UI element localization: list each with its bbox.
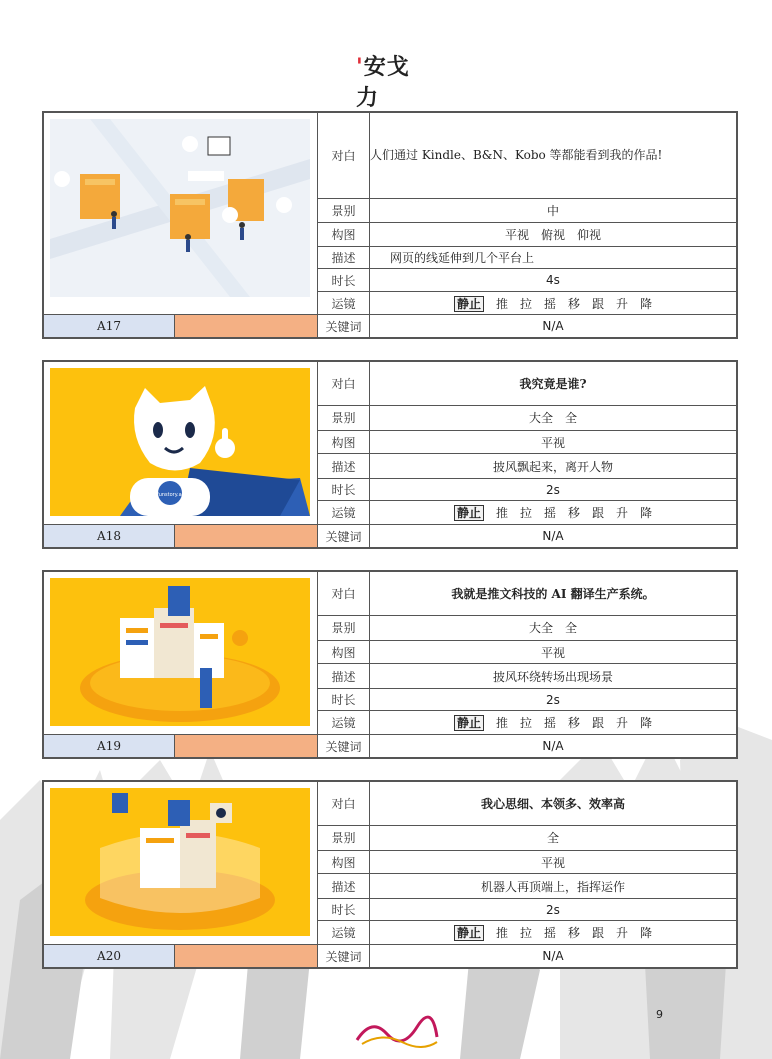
camera-move-static: 静止: [454, 925, 484, 941]
camera-move-pan: 摇: [543, 506, 556, 521]
storyboard-card-a20: [42, 780, 738, 969]
duration-value: 2s: [370, 479, 737, 501]
description-value: 披风环绕转场出现场景: [370, 664, 737, 689]
description-value: 网页的线延伸到几个平台上: [370, 246, 737, 269]
isometric-city-illustration: [50, 578, 310, 726]
duration-value: 4s: [370, 269, 737, 292]
dialogue-text: 我究竟是谁?: [370, 362, 737, 406]
page-number: 9: [656, 1008, 663, 1021]
camera-move-track: 移: [568, 506, 581, 521]
label-shot: 景别: [318, 405, 370, 430]
keywords-value: N/A: [370, 525, 737, 548]
label-composition: 构图: [318, 850, 370, 874]
camera-move-rise: 升: [616, 716, 629, 731]
label-shot: 景别: [318, 615, 370, 640]
camera-move-pull: 拉: [519, 926, 532, 941]
label-duration: 时长: [318, 689, 370, 711]
shot-id: A17: [44, 315, 175, 338]
composition-value: 平视: [370, 430, 737, 454]
label-dialogue: 对白: [318, 362, 370, 406]
camera-move-push: 推: [495, 296, 508, 311]
shot-id: A19: [44, 735, 175, 758]
keywords-value: N/A: [370, 315, 737, 338]
camera-move-fall: 降: [640, 716, 653, 731]
label-camera: 运镜: [318, 921, 370, 945]
camera-move-rise: 升: [616, 506, 629, 521]
label-shot: 景别: [318, 198, 370, 223]
camera-moves: [370, 501, 737, 525]
label-dialogue: 对白: [318, 782, 370, 826]
shot-size-value: 中: [370, 198, 737, 223]
camera-move-track: 移: [568, 296, 581, 311]
label-camera: 运镜: [318, 501, 370, 525]
camera-move-push: 推: [495, 926, 508, 941]
camera-move-fall: 降: [640, 926, 653, 941]
label-description: 描述: [318, 874, 370, 899]
camera-move-static: 静止: [454, 505, 484, 521]
storyboard-card-a17: [42, 111, 738, 339]
label-description: 描述: [318, 664, 370, 689]
duration-value: 2s: [370, 899, 737, 921]
camera-move-fall: 降: [640, 296, 653, 311]
label-keywords: 关键词: [318, 735, 370, 758]
storyboard-card-a18: [42, 360, 738, 549]
label-keywords: 关键词: [318, 945, 370, 968]
storyboard-thumbnail: [44, 572, 318, 735]
label-duration: 时长: [318, 269, 370, 292]
composition-value: 平视: [370, 640, 737, 664]
label-keywords: 关键词: [318, 315, 370, 338]
camera-move-pull: 拉: [519, 716, 532, 731]
camera-move-follow: 跟: [592, 926, 605, 941]
shot-size-value: 大全 全: [370, 615, 737, 640]
label-duration: 时长: [318, 899, 370, 921]
label-camera: 运镜: [318, 291, 370, 315]
camera-move-follow: 跟: [592, 716, 605, 731]
camera-move-pull: 拉: [519, 296, 532, 311]
camera-move-static: 静止: [454, 715, 484, 731]
camera-moves: [370, 921, 737, 945]
shot-id: A18: [44, 525, 175, 548]
label-keywords: 关键词: [318, 525, 370, 548]
storyboard-card-a19: [42, 570, 738, 759]
shot-color-swatch: [175, 735, 318, 758]
camera-move-pan: 摇: [543, 716, 556, 731]
label-dialogue: 对白: [318, 113, 370, 199]
label-description: 描述: [318, 246, 370, 269]
duration-value: 2s: [370, 689, 737, 711]
camera-move-rise: 升: [616, 296, 629, 311]
footer-logo-graphic: [352, 1012, 442, 1048]
label-dialogue: 对白: [318, 572, 370, 616]
dialogue-text: 我心思细、本领多、效率高: [370, 782, 737, 826]
keywords-value: N/A: [370, 735, 737, 758]
header-logo: '安戈力: [356, 55, 410, 111]
camera-move-follow: 跟: [592, 296, 605, 311]
label-composition: 构图: [318, 640, 370, 664]
camera-move-pan: 摇: [543, 296, 556, 311]
robot-control-center-illustration: [50, 788, 310, 936]
storyboard-thumbnail: [44, 782, 318, 945]
robot-mascot-illustration: [50, 368, 310, 516]
label-composition: 构图: [318, 223, 370, 247]
camera-move-track: 移: [568, 716, 581, 731]
shot-color-swatch: [175, 945, 318, 968]
isometric-platforms-illustration: [50, 119, 310, 297]
label-shot: 景别: [318, 825, 370, 850]
camera-move-pull: 拉: [519, 506, 532, 521]
shot-color-swatch: [175, 525, 318, 548]
shot-id: A20: [44, 945, 175, 968]
label-duration: 时长: [318, 479, 370, 501]
composition-value: 平视 俯视 仰视: [370, 223, 737, 247]
camera-move-push: 推: [495, 716, 508, 731]
camera-move-push: 推: [495, 506, 508, 521]
keywords-value: N/A: [370, 945, 737, 968]
label-camera: 运镜: [318, 711, 370, 735]
description-value: 机器人再顶端上，指挥运作: [370, 874, 737, 899]
camera-move-rise: 升: [616, 926, 629, 941]
camera-moves: [370, 711, 737, 735]
shot-size-value: 全: [370, 825, 737, 850]
camera-moves: [370, 291, 737, 315]
shot-size-value: 大全 全: [370, 405, 737, 430]
camera-move-follow: 跟: [592, 506, 605, 521]
composition-value: 平视: [370, 850, 737, 874]
dialogue-text: 我就是推文科技的 AI 翻译生产系统。: [370, 572, 737, 616]
camera-move-pan: 摇: [543, 926, 556, 941]
camera-move-static: 静止: [454, 296, 484, 312]
camera-move-track: 移: [568, 926, 581, 941]
description-value: 披风飘起来，离开人物: [370, 454, 737, 479]
label-description: 描述: [318, 454, 370, 479]
label-composition: 构图: [318, 430, 370, 454]
shot-color-swatch: [175, 315, 318, 338]
dialogue-text: 人们通过 Kindle、B&N、Kobo 等都能看到我的作品!: [370, 113, 737, 199]
robot-badge-text: funstory.ai: [156, 492, 184, 498]
logo-text: 安戈力: [356, 55, 410, 111]
storyboard-thumbnail: [44, 113, 318, 315]
storyboard-thumbnail: [44, 362, 318, 525]
camera-move-fall: 降: [640, 506, 653, 521]
